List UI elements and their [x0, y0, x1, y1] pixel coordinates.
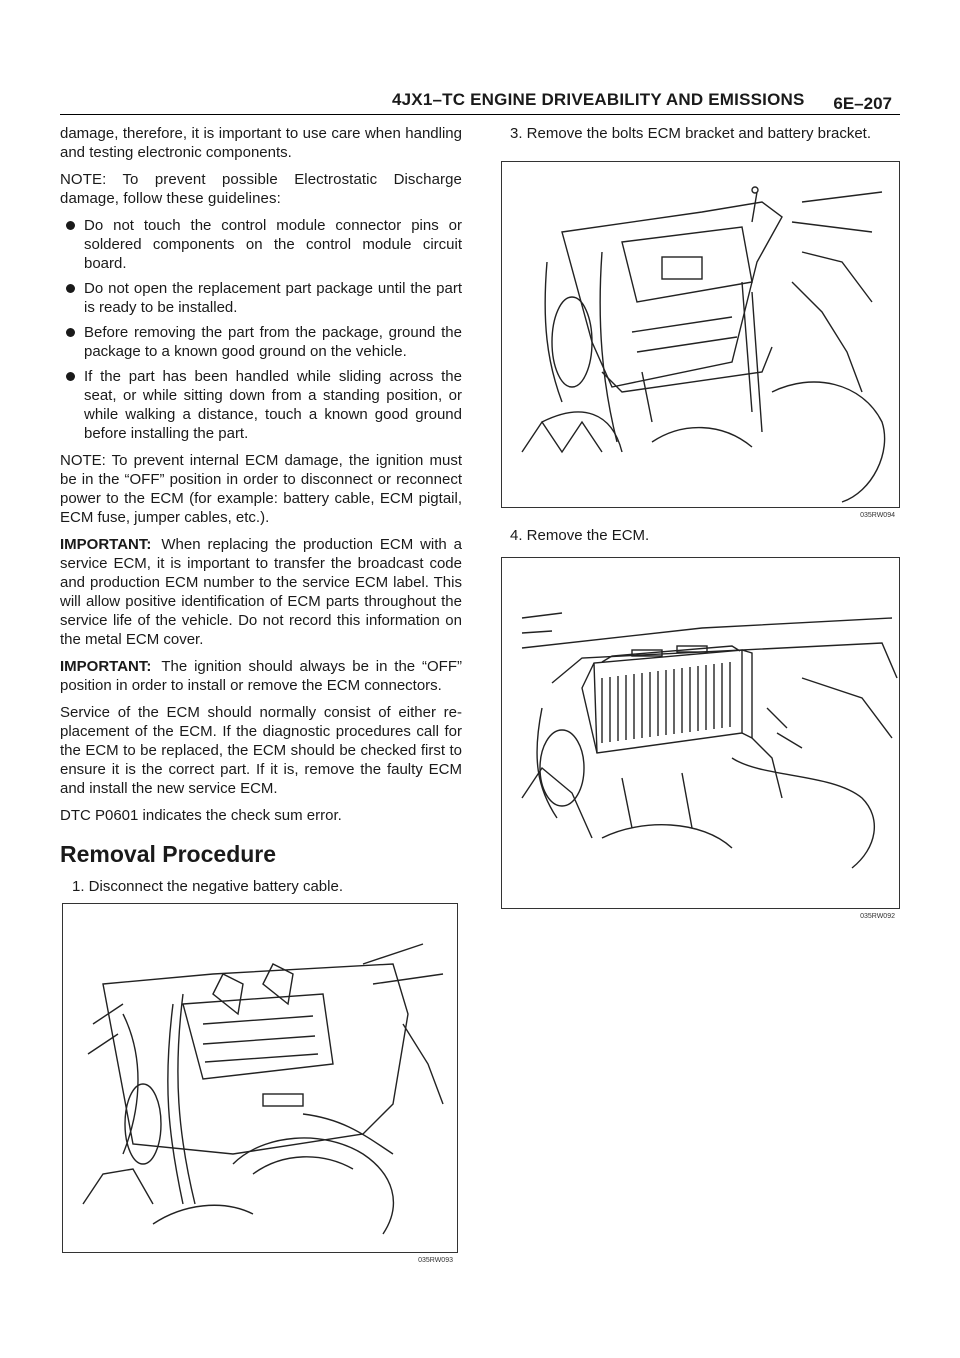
- right-column-lower: [498, 526, 900, 552]
- esd-note: NOTE: To prevent possible Electrostatic Discharge damage, follow these guidelines:: [60, 171, 462, 207]
- important-label: IMPORTANT:: [60, 658, 152, 675]
- important-text: The ignition should always be in the “OFF” position in order to install or remove the ECM connectors.: [60, 658, 462, 694]
- list-item: [60, 279, 462, 317]
- important-paragraph-2: [60, 657, 462, 695]
- dtc-paragraph: DTC P0601 indicates the check sum error.: [60, 807, 342, 824]
- bullet-text: Do not open the replacement part package until the part is ready to be installed.: [84, 280, 462, 316]
- left-column: [60, 124, 462, 929]
- figure-code: 035RW092: [860, 913, 895, 920]
- ecm-bracket-illustration: [502, 162, 899, 507]
- removal-steps-continued-2: [498, 526, 900, 545]
- section-heading: Removal Procedure: [60, 841, 277, 867]
- step-item: 3. Remove the bolts ECM bracket and battery bracket.: [510, 125, 872, 142]
- figure-ecm-connector: [62, 903, 458, 1264]
- service-paragraph: Service of the ECM should normally consist of either re-placement of the ECM. If the diagnostic procedures call for the ECM to be replaced, the ECM should be checked first to ensure it is the correct part. If it is, remove the faulty ECM and install the new service ECM.: [60, 704, 462, 797]
- right-column: [498, 124, 900, 150]
- intro-paragraph: damage, therefore, it is important to use care when handling and testing electronic components.: [60, 125, 462, 161]
- removal-steps-continued: [498, 124, 900, 143]
- header-title: 4JX1–TC ENGINE DRIVEABILITY AND EMISSIONS: [392, 90, 805, 109]
- ecm-connector-illustration: [63, 904, 457, 1252]
- figure-ecm-bracket: [501, 161, 900, 519]
- important-text: When replacing the production ECM with a service ECM, it is important to transfer the broadcast code and production ECM number to the service ECM label. This will allow positive identification of ECM parts throughout the service life of the vehicle. Do not record this information on the metal ECM cover.: [60, 536, 462, 648]
- header-rule: [60, 114, 900, 115]
- page-number: 6E–207: [833, 94, 892, 113]
- list-item: [60, 367, 462, 443]
- figure-code: 035RW093: [418, 1257, 453, 1264]
- figure-ecm-removal: [501, 557, 900, 920]
- list-item: [60, 216, 462, 273]
- bullet-text: Do not touch the control module connector pins or soldered components on the control module circuit board.: [84, 217, 462, 272]
- ecm-removal-illustration: [502, 558, 899, 908]
- step-item: 4. Remove the ECM.: [510, 527, 650, 544]
- list-item: [60, 323, 462, 361]
- figure-code: 035RW094: [860, 512, 895, 519]
- bullet-icon: [66, 284, 75, 293]
- step-item: 1. Disconnect the negative battery cable.: [72, 878, 343, 895]
- bullet-icon: [66, 372, 75, 381]
- important-label: IMPORTANT:: [60, 536, 152, 553]
- bullet-text: Before removing the part from the package, ground the package to a known good ground on the vehicle.: [84, 324, 462, 360]
- page-header: [0, 90, 960, 120]
- bullet-icon: [66, 328, 75, 337]
- bullet-icon: [66, 221, 75, 230]
- ignition-note: NOTE: To prevent internal ECM damage, the ignition must be in the “OFF” position in order to disconnect or reconnect power to the ECM (for example: battery cable, ECM pigtail, ECM fuse, jumper cables, etc.).: [60, 452, 462, 526]
- esd-guidelines-list: [60, 216, 462, 443]
- bullet-text: If the part has been handled while sliding across the seat, or while sitting down from a standing position, or while walking a distance, touch a known good ground before installing the part.: [84, 368, 462, 442]
- important-paragraph-1: [60, 535, 462, 649]
